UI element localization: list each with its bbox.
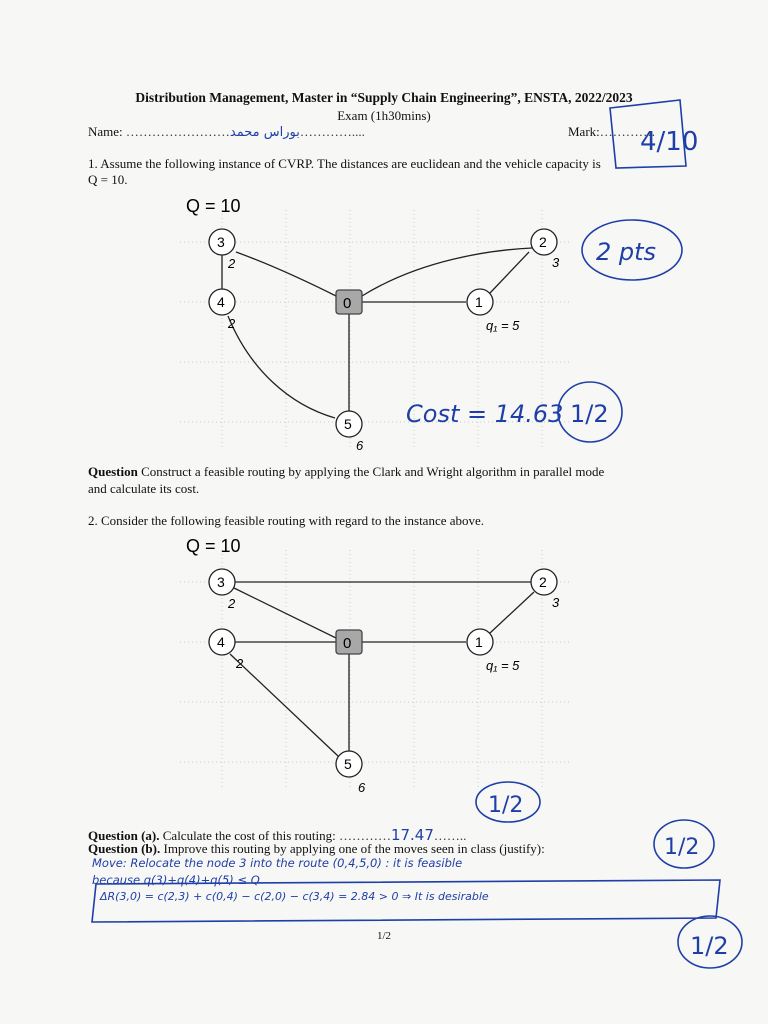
edge-0-2 <box>362 248 532 296</box>
cost-annotation <box>400 378 630 448</box>
node-label: 2 <box>539 234 547 250</box>
name-line: Name: ……………………بوراس محمد………….... <box>88 124 365 140</box>
answer-b-line3: ΔR(3,0) = c(2,3) + c(0,4) − c(2,0) − c(3,4) = 2.84 > 0 ⇒ It is desirable <box>100 890 489 903</box>
q2b-line <box>88 841 648 857</box>
q2a-line: Question (a). Calculate the cost of this routing: …………17.47…….. <box>88 826 467 844</box>
points-note: 2 pts <box>596 238 657 266</box>
question-label: Question <box>88 464 138 479</box>
q1-question-cont: and calculate its cost. <box>88 481 200 496</box>
mark-b1-annotation <box>650 816 720 874</box>
question-a-label: Question (a). <box>88 828 160 843</box>
demand-label: 3 <box>552 595 560 610</box>
graph1-capacity: Q = 10 <box>186 196 241 216</box>
edge-4-5 <box>230 654 338 756</box>
node-label: 1 <box>475 634 483 650</box>
q1-prompt-capacity: Q = 10. <box>88 172 128 187</box>
answer-b-line2: because q(3)+q(4)+q(5) ≤ Q <box>92 873 260 887</box>
node-label: 0 <box>343 635 352 652</box>
mark-b1: 1/2 <box>664 835 700 860</box>
demand-label: 6 <box>358 780 366 795</box>
points-annotation <box>578 214 688 286</box>
node-label: 0 <box>343 295 352 312</box>
question-a-text: Calculate the cost of this routing: <box>159 828 339 843</box>
node-label: 3 <box>217 234 225 250</box>
demand-label: q₁ = 5 <box>486 658 520 673</box>
answer-a: 17.47 <box>390 826 434 844</box>
student-name: بوراس محمد <box>229 125 300 140</box>
demand-label: 2 <box>228 316 236 331</box>
demand-label: 3 <box>552 255 560 270</box>
node-label: 5 <box>344 416 352 432</box>
node-label: 4 <box>217 634 225 650</box>
cost-note: Cost = 14.63 <box>406 400 564 428</box>
node-label: 3 <box>217 574 225 590</box>
graph2-capacity: Q = 10 <box>186 536 241 556</box>
answer-b-line1: Move: Relocate the node 3 into the route (0,4,5,0) : it is feasible <box>92 856 463 870</box>
node-label: 2 <box>539 574 547 590</box>
demand-label: 2 <box>228 596 236 611</box>
exam-duration: Exam (1h30mins) <box>337 108 431 123</box>
demand-label: 2 <box>228 256 236 271</box>
mark-b2: 1/2 <box>690 932 729 960</box>
mark-a-annotation <box>470 776 550 828</box>
q2-prompt: 2. Consider the following feasible routing with regard to the instance above. <box>88 513 485 528</box>
edge-1-2 <box>490 592 534 633</box>
q1-question <box>88 464 688 480</box>
question-b-text: Improve this routing by applying one of the moves seen in class (justify): <box>160 841 545 856</box>
node-label: 1 <box>475 294 483 310</box>
name-label: Name: <box>88 124 126 139</box>
cost-mark: 1/2 <box>570 400 609 428</box>
demand-label: 2 <box>236 656 244 671</box>
edge-1-2 <box>490 252 529 293</box>
question-b-label: Question (b). <box>88 841 161 856</box>
demand-label: 6 <box>356 438 364 453</box>
node-label: 4 <box>217 294 225 310</box>
mark-label: Mark: <box>568 124 600 139</box>
edge-4-5 <box>228 316 335 418</box>
final-mark: 4/10 <box>640 127 699 157</box>
q1-prompt: 1. Assume the following instance of CVRP. The distances are euclidean and the vehicle capacity is <box>88 156 601 171</box>
edge-3-0 <box>234 588 336 638</box>
mark-b2-annotation <box>672 912 752 974</box>
node-label: 5 <box>344 756 352 772</box>
question-text: Construct a feasible routing by applying the Clark and Wright algorithm in parallel mode <box>137 464 605 479</box>
graph-2 <box>150 530 610 800</box>
demand-label: q₁ = 5 <box>486 318 520 333</box>
exam-title: Distribution Management, Master in “Supply Chain Engineering”, ENSTA, 2022/2023 <box>135 90 633 105</box>
mark-a: 1/2 <box>488 793 524 818</box>
mark-line: Mark:…………. <box>568 124 656 139</box>
page-number: 1/2 <box>376 930 392 942</box>
